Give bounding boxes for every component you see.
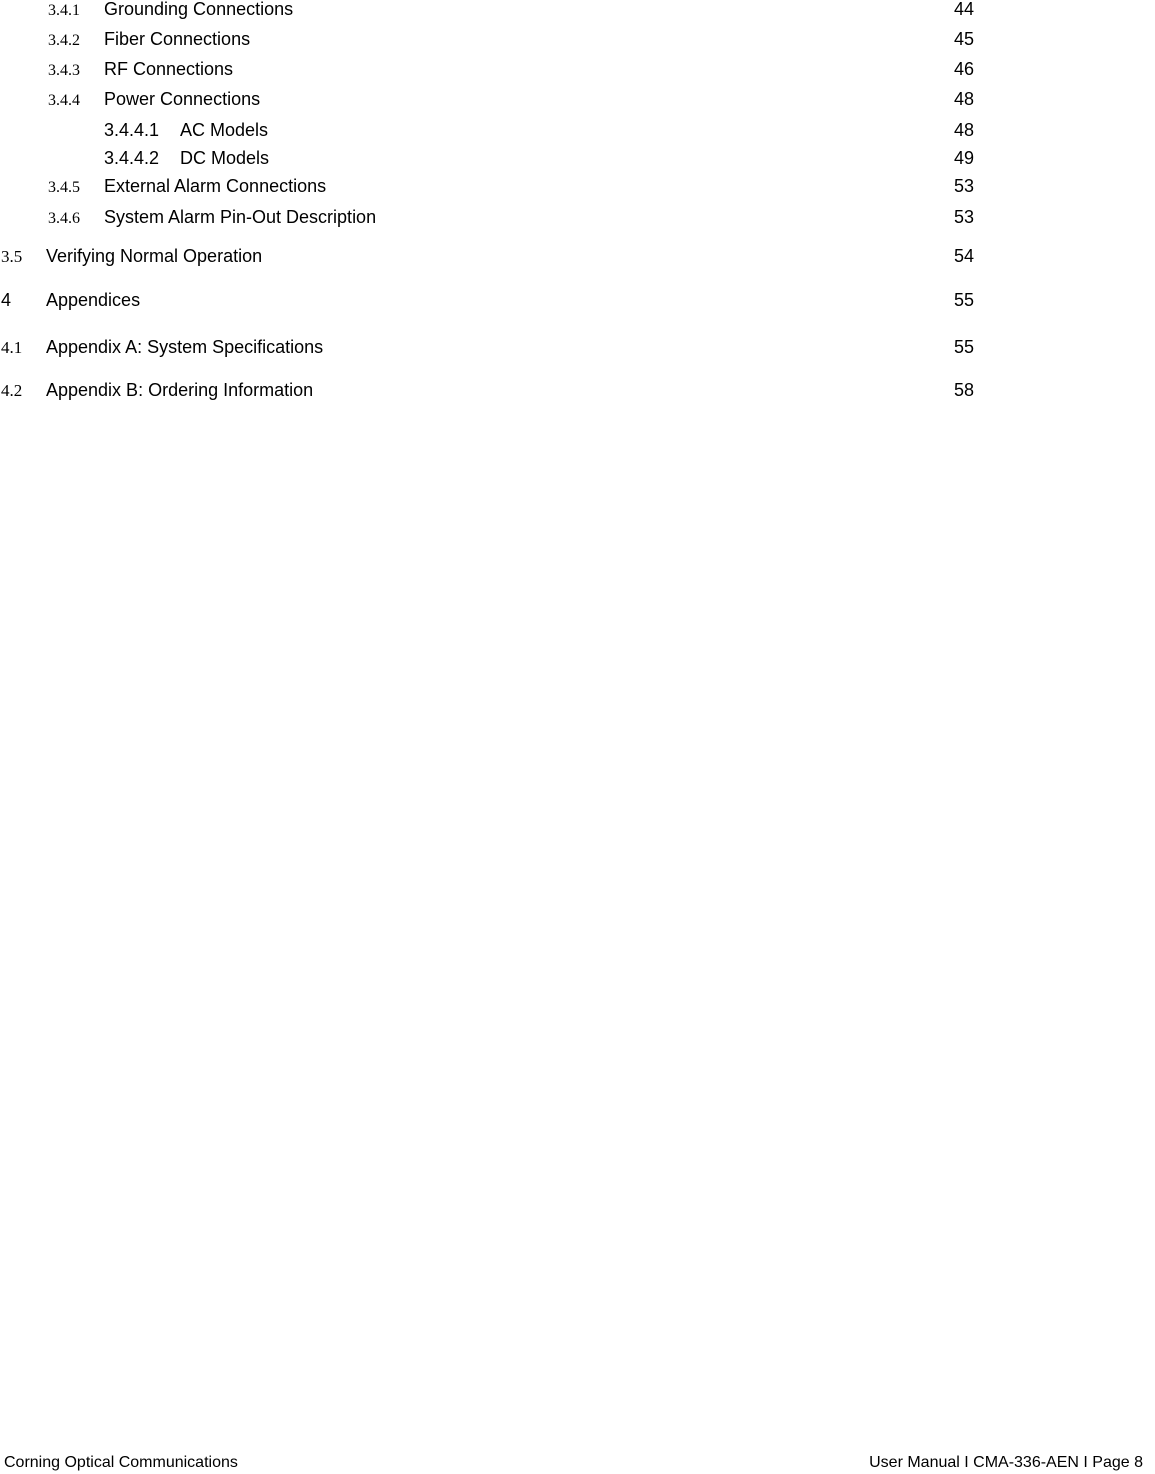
toc-entry-title: System Alarm Pin-Out Description (104, 207, 377, 227)
toc-entry-number: 4.1 (1, 338, 23, 357)
toc-entry-3-4-1[interactable] (48, 0, 974, 20)
toc-entry-title: Appendices (46, 290, 141, 310)
toc-entry-title: AC Models (180, 120, 269, 140)
toc-entry-3-4-2[interactable] (48, 28, 974, 50)
toc-entry-number: 4.2 (1, 381, 23, 400)
toc-entry-3-4-5[interactable] (48, 175, 974, 197)
toc-entry-title: Power Connections (104, 89, 261, 109)
toc-entry-page: 53 (953, 207, 974, 227)
toc-entry-page: 55 (953, 290, 974, 310)
toc-entry-title: External Alarm Connections (104, 176, 327, 196)
toc-entry-page: 48 (953, 120, 974, 140)
toc-entry-number: 3.4.6 (48, 210, 80, 227)
toc-entry-page: 46 (953, 59, 974, 79)
toc-entry-3-4-4[interactable] (48, 88, 974, 110)
toc-entry-number: 3.5 (1, 247, 23, 266)
toc-entry-4[interactable] (1, 289, 974, 311)
toc-entry-number: 3.4.4.1 (104, 120, 160, 140)
footer-company: Corning Optical Communications (4, 1454, 238, 1471)
toc-entry-title: Appendix B: Ordering Information (46, 380, 314, 400)
toc-entry-number: 3.4.4.2 (104, 148, 160, 168)
toc-entry-4-1[interactable] (1, 336, 974, 358)
toc-entry-4-2[interactable] (1, 379, 974, 401)
toc-entry-page: 45 (953, 29, 974, 49)
toc-entry-3-4-4-1[interactable] (104, 119, 974, 141)
toc-entry-3-4-6[interactable] (48, 206, 974, 228)
toc-entry-page: 58 (953, 380, 974, 400)
toc-entry-page: 44 (953, 0, 974, 19)
toc-entry-number: 3.4.4 (48, 92, 80, 109)
footer-page-info: User Manual I CMA-336-AEN I Page 8 (869, 1454, 1143, 1471)
toc-entry-page: 49 (953, 148, 974, 168)
toc-entry-number: 3.4.5 (48, 179, 80, 196)
toc-entry-title: DC Models (180, 148, 270, 168)
toc-entry-title: Appendix A: System Specifications (46, 337, 324, 357)
toc-entry-page: 54 (953, 246, 974, 266)
toc-entry-page: 48 (953, 89, 974, 109)
toc-entry-number: 3.4.3 (48, 62, 80, 79)
toc-entry-number: 3.4.2 (48, 32, 80, 49)
toc-entry-3-4-4-2[interactable] (104, 147, 974, 169)
toc-entry-3-5[interactable] (1, 245, 974, 267)
toc-entry-title: Verifying Normal Operation (46, 246, 263, 266)
toc-entry-number: 3.4.1 (48, 2, 80, 19)
toc-entry-title: RF Connections (104, 59, 234, 79)
toc-entry-page: 55 (953, 337, 974, 357)
toc-entry-title: Grounding Connections (104, 0, 294, 19)
toc-entry-number: 4 (1, 290, 12, 310)
toc-entry-3-4-3[interactable] (48, 58, 974, 80)
toc-entry-title: Fiber Connections (104, 29, 251, 49)
toc-entry-page: 53 (953, 176, 974, 196)
